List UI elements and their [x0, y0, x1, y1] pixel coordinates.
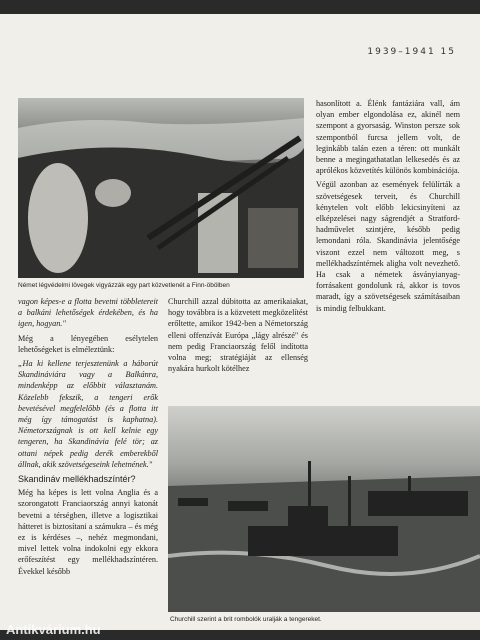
- book-page: [0, 14, 480, 630]
- paragraph: vagon képes-e a flotta bevetni többletereit a balkáni lehetőségek érdekében, és ha igen, hogyan.": [18, 297, 158, 329]
- photo-anti-aircraft-illustration: [18, 98, 304, 278]
- paragraph: Churchill azzal dúbitotta az amerikaiakat, hogy továbbra is a közvetett megközelítést erőltette, amikor 1942-ben a Németország elleni offenzívát Európa „lágy alrészé" és nem pedig Franciaország felől indította volna meg; stratégiáját az ellenség nyakára hurkolt kötélhez: [168, 297, 308, 374]
- quote: „Ha ki kellene terjesztenünk a háborút Skandináviára vagy a Balkánra, mindenképp az előbbit választanám. Közelebb fekszik, a tengeri erők bevetésével megfelelőbb (és a flotta itt még így támogatást is kaphatna). Németországnak is ott kell kelnie egy tengeren, ha Skandinávia felé tör; az ottani népek pedig derék emberekből állnak, akik szövetségeseink lehetnének.": [18, 359, 158, 469]
- photo2-caption: Churchill szerint a brit rombolók uralják a tengereket.: [170, 616, 322, 623]
- paragraph: Még ha képes is lett volna Anglia és a szorongatott Franciaország annyi katonát bevetni a térségben, illetve a logisztikai hátteret is biztosítani a számukra – és még ez is kérdéses –, nehéz megmondani, mivel lettek volna indokolni egy ekkora erőfeszítést egy mellékhadszíntéren. Évekkel később: [18, 488, 158, 576]
- paragraph: hasonlított a. Élénk fantáziára vall, ám olyan ember elgondolása ez, akinél nem szempont a gyorsaság. Winston persze sok szempontból furcsa jellem volt, de leginkább talán ezen a téren: ott munkált benne a megingathatatlan lelkesedés és az aprólékos közvetítés különös kombinációja.: [316, 99, 460, 176]
- photo1-caption: Német légvédelmi lövegek vigyázzák egy part közvetlenét a Finn-öbölben: [18, 282, 230, 289]
- photo-destroyers: [168, 406, 480, 612]
- page-header: 1939–1941 15: [367, 47, 456, 57]
- column-right-top: [316, 98, 460, 317]
- paragraph: Még a lényegében esélytelen lehetőségeket is elméleztünk:: [18, 333, 158, 354]
- column-middle: [168, 296, 308, 377]
- column-left: [18, 296, 158, 580]
- paragraph: Végül azonban az események felülírták a szövetségesek terveit, és Churchill kénytelen volt előbb lekicsinyíteni az elképzelései nagy ságrendjét a Stratford-hadművelet szintjére, később pedig lemondani róla. Skandinávia jelentősége viszont ezzel nem változott meg, s mellékhadszíntérnek aligha volt nevezhető. Ha csak a németek ásványianyag-forrásakent gondolunk rá, akkor is tovos maradt, így a szövetségesek számításaiban is mindig felbukkant.: [316, 180, 460, 313]
- photo-destroyers-illustration: [168, 406, 480, 612]
- watermark: Antikvárium.hu: [6, 622, 101, 637]
- photo-anti-aircraft-guns: [18, 98, 304, 278]
- subheading: Skandináv mellékhadszíntér?: [18, 474, 136, 485]
